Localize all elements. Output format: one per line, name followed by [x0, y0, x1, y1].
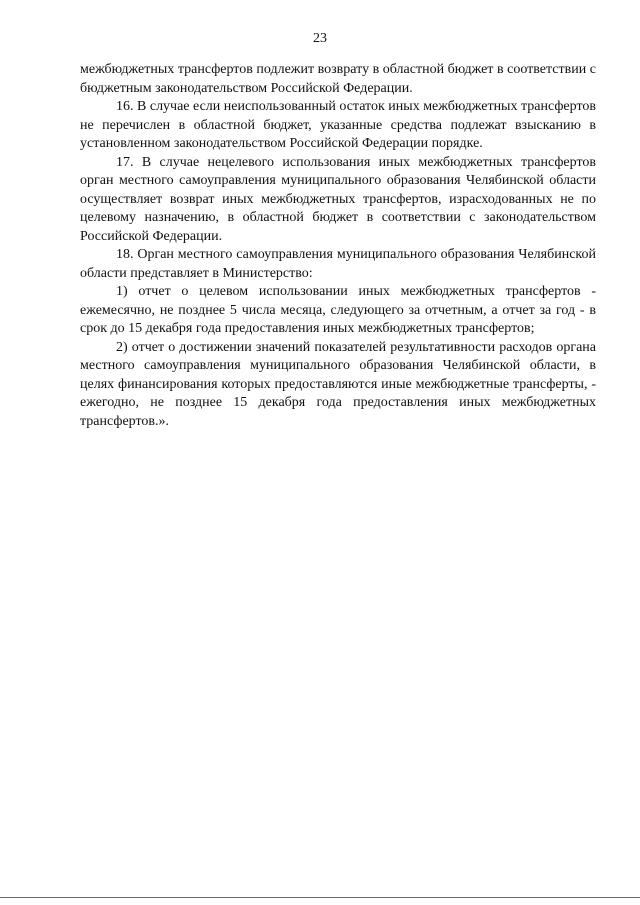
page-number: 23	[313, 31, 327, 46]
paragraph-18: 18. Орган местного самоуправления муниципального образования Челябинской области представляет в Министерство:	[80, 247, 596, 281]
document-body	[80, 61, 596, 431]
paragraph-18-item-1: 1) отчет о целевом использовании иных межбюджетных трансфертов - ежемесячно, не позднее 5 числа месяца, следующего за отчетным, а отчет за год - в срок до 15 декабря года предоставления иных межбюджетных трансфертов;	[80, 284, 596, 336]
scan-edge-line	[0, 897, 640, 898]
paragraph-17: 17. В случае нецелевого использования иных межбюджетных трансфертов орган местного самоуправления муниципального образования Челябинской области осуществляет возврат иных межбюджетных трансфертов, израсходованных не по целевому назначению, в областной бюджет в соответствии с законодательством Российской Федерации.	[80, 154, 596, 244]
paragraph-continuation: межбюджетных трансфертов подлежит возврату в областной бюджет в соответствии с бюджетным законодательством Российской Федерации.	[80, 62, 596, 96]
paragraph-16: 16. В случае если неиспользованный остаток иных межбюджетных трансфертов не перечислен в областной бюджет, указанные средства подлежат взысканию в установленном законодательством Российской Федерации порядке.	[80, 99, 596, 151]
paragraph-18-item-2: 2) отчет о достижении значений показателей результативности расходов органа местного самоуправления муниципального образования Челябинской области, в целях финансирования которых предоставляются иные межбюджетные трансферты, - ежегодно, не позднее 15 декабря года предоставления иных межбюджетных трансфертов.».	[80, 339, 596, 429]
